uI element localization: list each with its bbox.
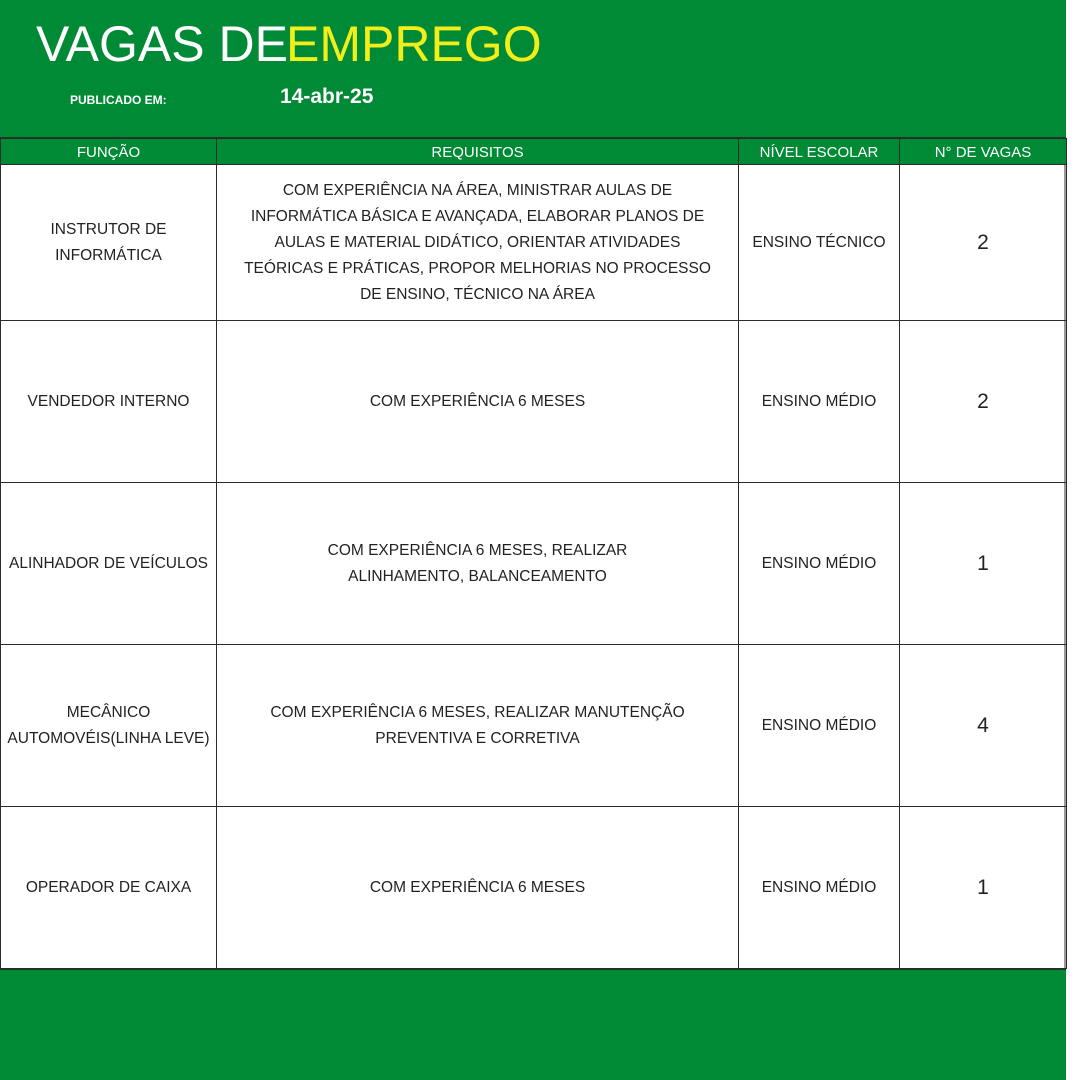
table-header-row <box>1 139 1067 165</box>
header-banner <box>0 0 1066 138</box>
column-header-nivel-escolar: NÍVEL ESCOLAR <box>739 139 900 165</box>
cell-nivel-escolar: ENSINO MÉDIO <box>739 807 900 969</box>
table-row <box>1 165 1067 321</box>
cell-requisitos: COM EXPERIÊNCIA NA ÁREA, MINISTRAR AULAS DE INFORMÁTICA BÁSICA E AVANÇADA, ELABORAR PLANOS DE AULAS E MATERIAL DIDÁTICO, ORIENTAR ATIVIDADES TEÓRICAS E PRÁTICAS, PROPOR MELHORIAS NO PROCESSO DE ENSINO, TÉCNICO NA ÁREA <box>217 165 739 321</box>
table-row <box>1 321 1067 483</box>
cell-requisitos: COM EXPERIÊNCIA 6 MESES <box>217 321 739 483</box>
cell-nivel-escolar: ENSINO MÉDIO <box>739 483 900 645</box>
cell-funcao: OPERADOR DE CAIXA <box>1 807 217 969</box>
published-label: PUBLICADO EM: <box>70 93 167 107</box>
title-part-emprego: EMPREGO <box>286 16 542 72</box>
cell-numero-vagas: 4 <box>900 645 1067 807</box>
cell-nivel-escolar: ENSINO MÉDIO <box>739 321 900 483</box>
cell-funcao: INSTRUTOR DE INFORMÁTICA <box>1 165 217 321</box>
footer-banner <box>0 969 1066 1080</box>
cell-numero-vagas: 2 <box>900 321 1067 483</box>
table-row <box>1 807 1067 969</box>
cell-requisitos: COM EXPERIÊNCIA 6 MESES, REALIZAR MANUTENÇÃO PREVENTIVA E CORRETIVA <box>217 645 739 807</box>
published-date: 14-abr-25 <box>280 85 374 108</box>
cell-funcao: ALINHADOR DE VEÍCULOS <box>1 483 217 645</box>
cell-funcao: VENDEDOR INTERNO <box>1 321 217 483</box>
title-part-vagas-de: VAGAS DE <box>36 16 288 72</box>
column-header-numero-vagas: N° DE VAGAS <box>900 139 1067 165</box>
cell-requisitos: COM EXPERIÊNCIA 6 MESES <box>217 807 739 969</box>
cell-numero-vagas: 1 <box>900 483 1067 645</box>
column-header-requisitos: REQUISITOS <box>217 139 739 165</box>
cell-funcao: MECÂNICO AUTOMOVÉIS(LINHA LEVE) <box>1 645 217 807</box>
cell-nivel-escolar: ENSINO TÉCNICO <box>739 165 900 321</box>
cell-numero-vagas: 2 <box>900 165 1067 321</box>
table-row <box>1 645 1067 807</box>
column-header-funcao: FUNÇÃO <box>1 139 217 165</box>
cell-requisitos: COM EXPERIÊNCIA 6 MESES, REALIZAR ALINHAMENTO, BALANCEAMENTO <box>217 483 739 645</box>
job-table <box>0 138 1067 969</box>
table-row <box>1 483 1067 645</box>
cell-nivel-escolar: ENSINO MÉDIO <box>739 645 900 807</box>
cell-numero-vagas: 1 <box>900 807 1067 969</box>
